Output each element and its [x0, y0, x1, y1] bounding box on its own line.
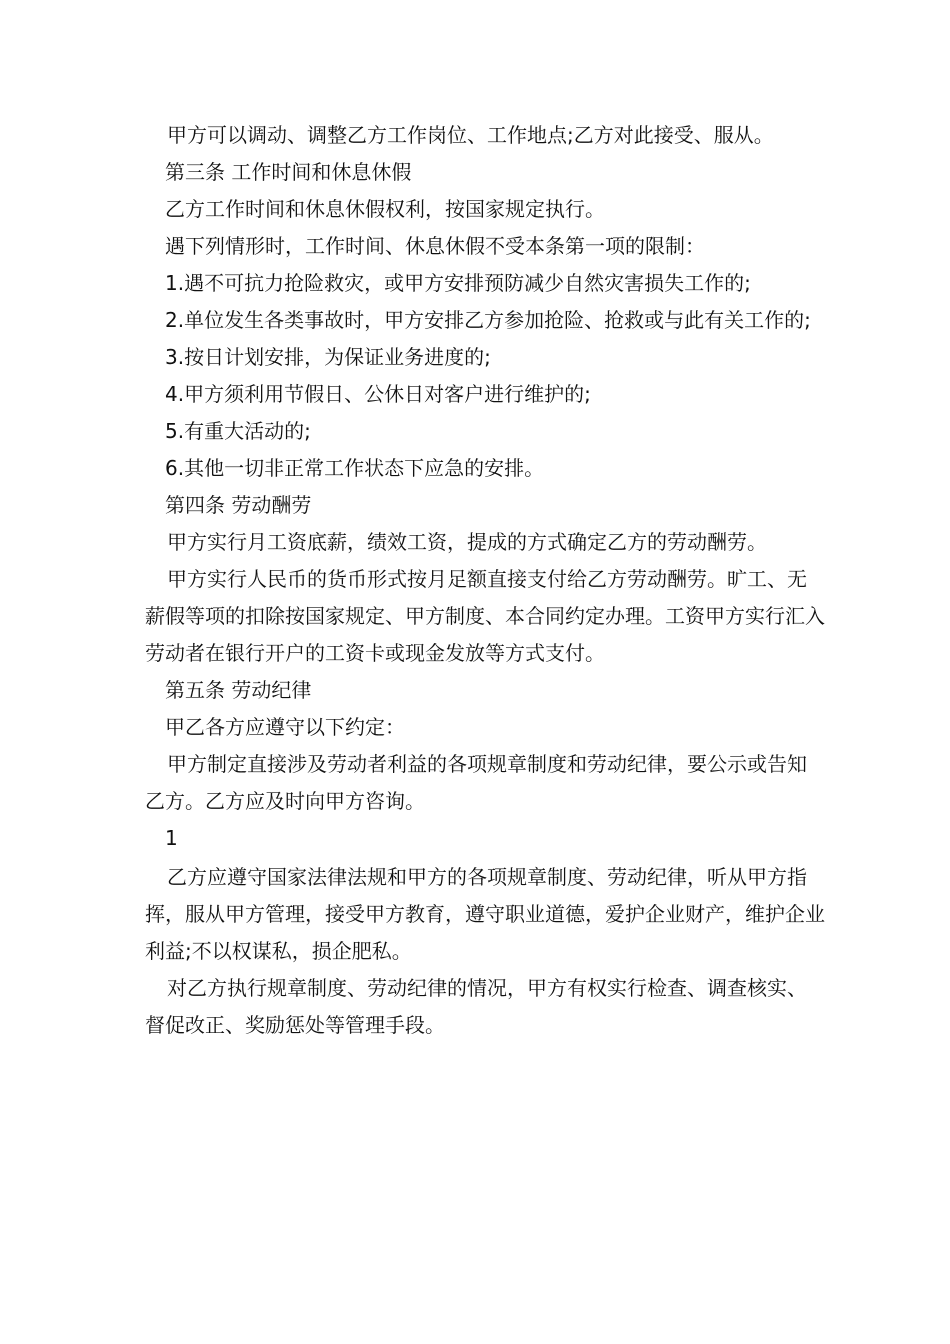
article-4-heading: 第四条 劳动酬劳 — [165, 493, 312, 517]
document-body — [145, 117, 825, 1044]
page-number: 1 — [165, 826, 178, 850]
list-item-5: 5.有重大活动的; — [165, 419, 311, 443]
article-5-heading: 第五条 劳动纪律 — [165, 678, 312, 702]
list-item-3: 3.按日计划安排，为保证业务进度的; — [165, 345, 491, 369]
paragraph-inspection-rights: 对乙方执行规章制度、劳动纪律的情况，甲方有权实行检查、调查核实、督促改正、奖励惩处等管理手段。 — [145, 976, 807, 1037]
paragraph-party-a-rules: 甲方制定直接涉及劳动者利益的各项规章制度和劳动纪律，要公示或告知乙方。乙方应及时向甲方咨询。 — [145, 752, 807, 813]
paragraph-discipline-intro: 甲乙各方应遵守以下约定： — [165, 715, 405, 739]
list-item-1: 1.遇不可抗力抢险救灾，或甲方安排预防减少自然灾害损失工作的; — [165, 271, 751, 295]
paragraph-party-b-obligations: 乙方应遵守国家法律法规和甲方的各项规章制度、劳动纪律，听从甲方指挥，服从甲方管理，接受甲方教育，遵守职业道德，爱护企业财产，维护企业利益;不以权谋私，损企肥私。 — [145, 865, 825, 963]
list-item-6: 6.其他一切非正常工作状态下应急的安排。 — [165, 456, 545, 480]
paragraph-exceptions-intro: 遇下列情形时，工作时间、休息休假不受本条第一项的限制： — [165, 234, 705, 258]
paragraph-salary-payment: 甲方实行人民币的货币形式按月足额直接支付给乙方劳动酬劳。旷工、无薪假等项的扣除按国家规定、甲方制度、本合同约定办理。工资甲方实行汇入劳动者在银行开户的工资卡或现金发放等方式支付。 — [145, 567, 825, 665]
paragraph-salary-structure: 甲方实行月工资底薪，绩效工资，提成的方式确定乙方的劳动酬劳。 — [167, 530, 767, 554]
paragraph-job-adjustment: 甲方可以调动、调整乙方工作岗位、工作地点;乙方对此接受、服从。 — [167, 123, 774, 147]
list-item-2: 2.单位发生各类事故时，甲方安排乙方参加抢险、抢救或与此有关工作的; — [165, 308, 811, 332]
paragraph-working-hours: 乙方工作时间和休息休假权利，按国家规定执行。 — [165, 197, 605, 221]
list-item-4: 4.甲方须利用节假日、公休日对客户进行维护的; — [165, 382, 591, 406]
article-3-heading: 第三条 工作时间和休息休假 — [165, 160, 412, 184]
